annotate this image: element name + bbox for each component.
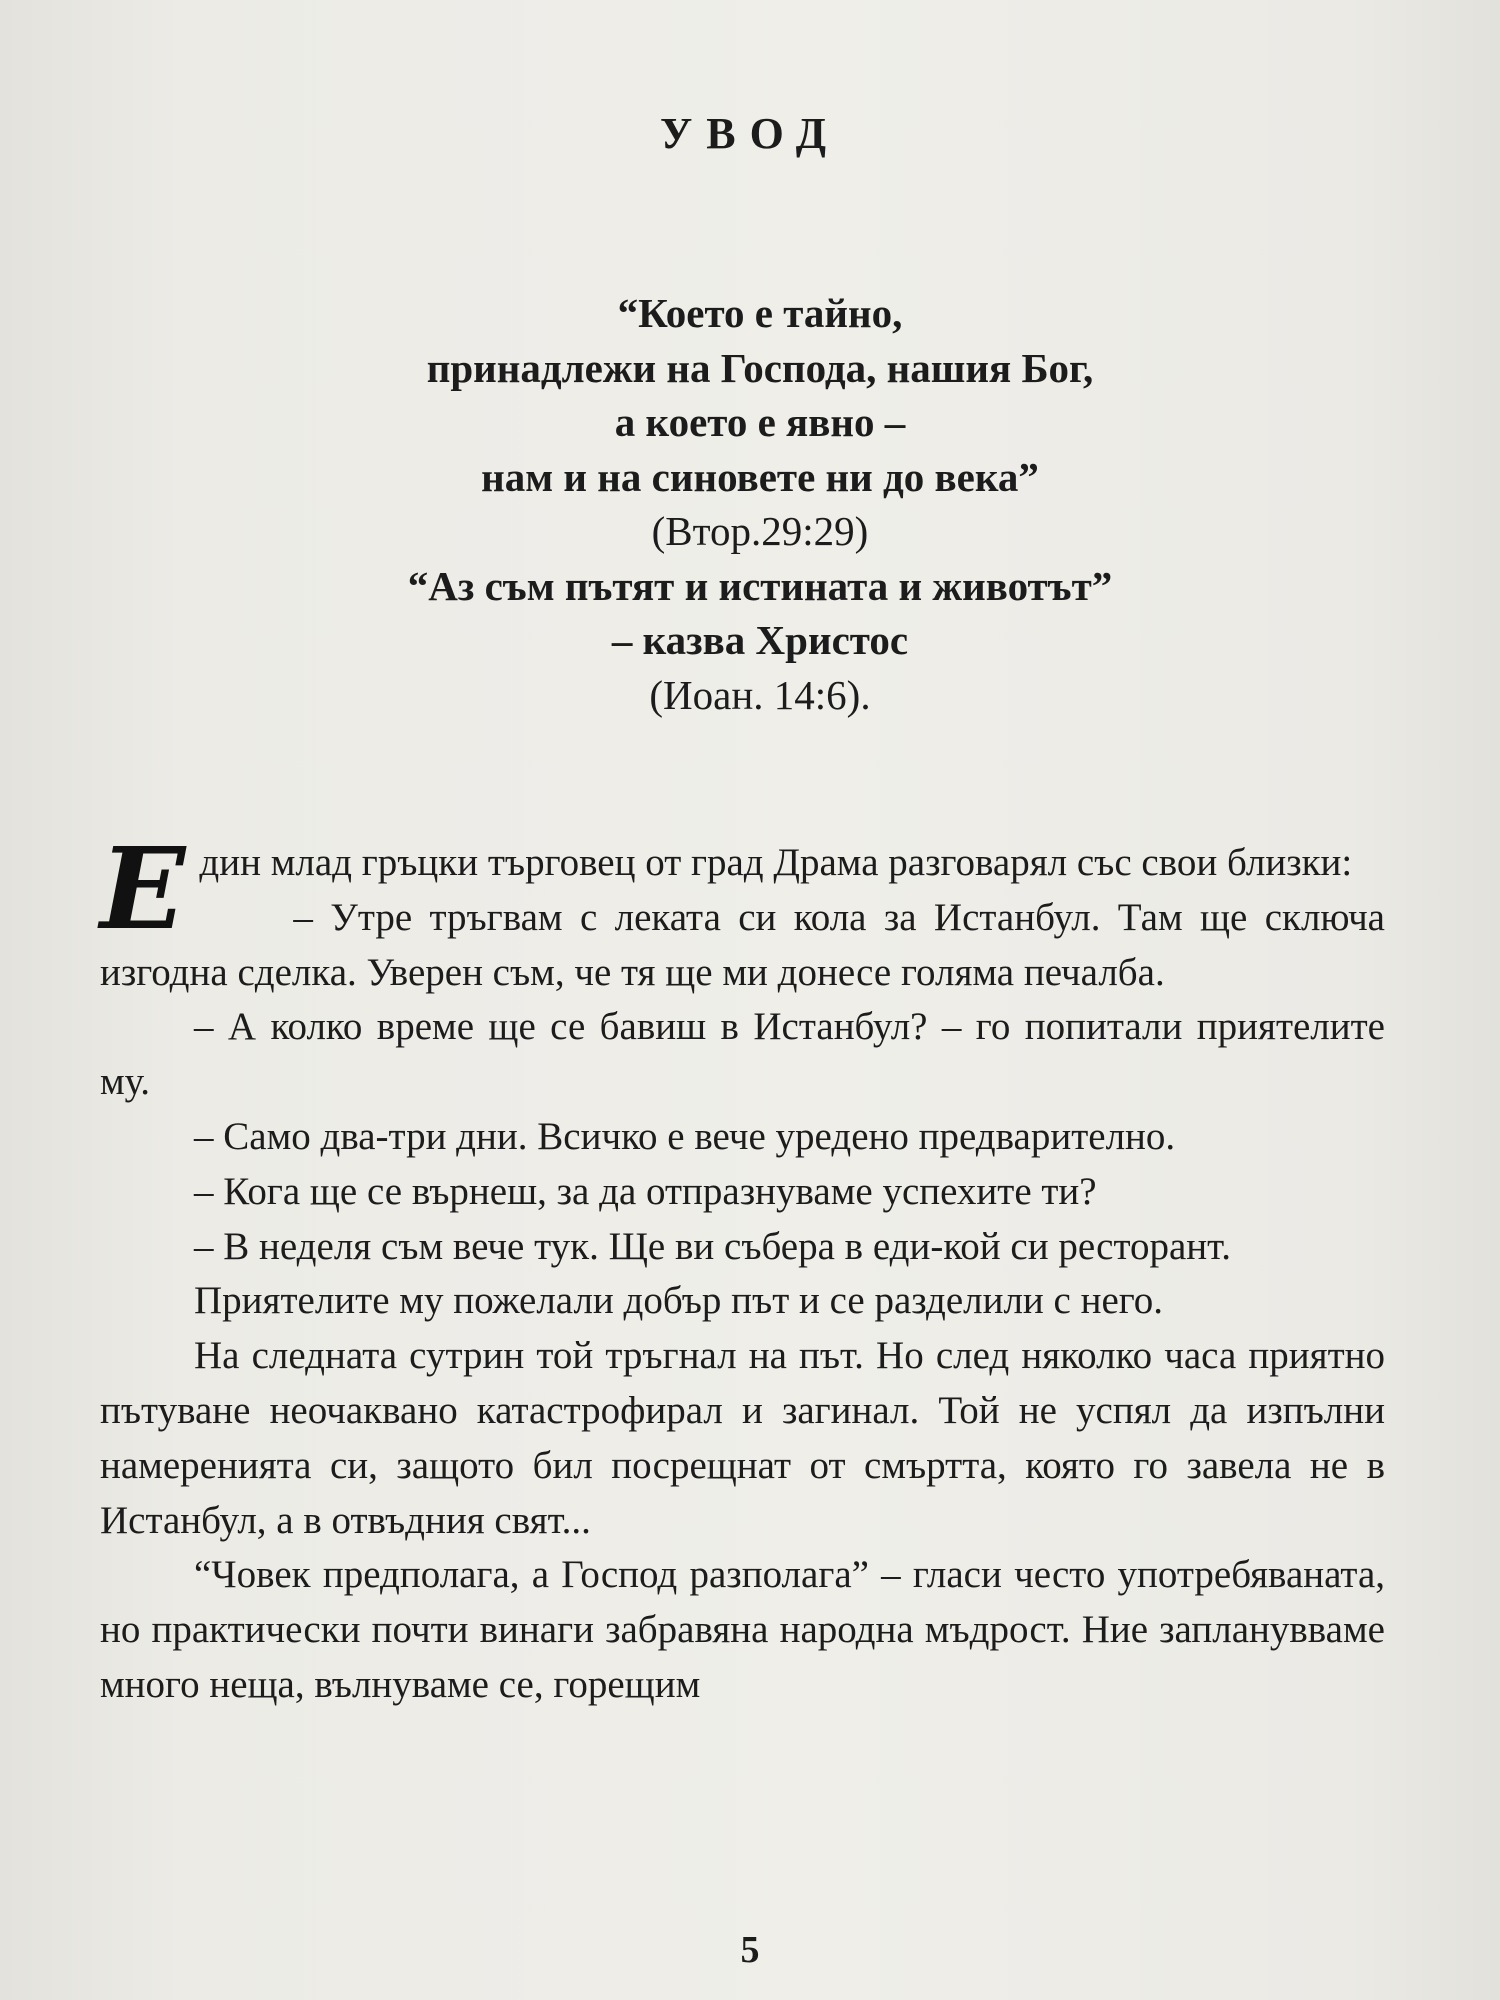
paragraph: – Само два-три дни. Всичко е вече уредено предварително. — [194, 1114, 1176, 1158]
epigraph-line: “Което е тайно, — [617, 290, 903, 336]
paragraph-text: дин млад гръцки търговец от град Драма разговарял със свои близки: — [199, 841, 1353, 884]
paragraph: – Кога ще се върнеш, за да отпразнуваме успехите ти? — [194, 1169, 1097, 1213]
body-text — [100, 824, 1385, 1713]
paragraph: На следната сутрин той тръгнал на път. Но след няколко часа приятно пътуване неочаквано катастрофирал и загинал. Той не успял да изпълни намеренията си, защото бил посрещнат от смъртта, която го завела не в Истанбул, а в отвъдния свят... — [100, 1334, 1385, 1542]
paragraph: – В неделя съм вече тук. Ще ви събера в еди-кой си ресторант. — [194, 1224, 1232, 1268]
paragraph: – Утре тръгвам с леката си кола за Истанбул. Там ще сключа изгодна сделка. Уверен съм, че тя ще ми донесе голяма печалба. — [100, 895, 1385, 994]
epigraph-line: нам и на синовете ни до века” — [481, 453, 1039, 500]
epigraph-reference: (Втор.29:29) — [651, 508, 869, 554]
epigraph-reference: (Иоан. 14:6). — [649, 671, 871, 718]
epigraph-attribution: – казва Христос — [611, 617, 909, 663]
paragraph: – А колко време ще се бавиш в Истанбул? – го попитали приятелите му. — [100, 1005, 1385, 1104]
epigraph-quote: “Аз съм пътят и истината и животът” — [407, 562, 1113, 609]
page-number: 5 — [740, 1929, 760, 1971]
epigraph-line: принадлежи на Господа, нашия Бог, — [426, 344, 1094, 391]
drop-cap: Е — [100, 824, 186, 955]
paragraph: Приятелите му пожелали добър път и се разделили с него. — [194, 1279, 1164, 1323]
paragraph: “Човек предполага, а Господ разполага” – гласи често употребяваната, но практически почти винаги забравяна народна мъдрост. Ние запланувваме много неща, вълнуваме се, горещим — [100, 1553, 1385, 1706]
epigraph-line: а което е явно – — [614, 399, 906, 445]
epigraph — [200, 286, 1320, 722]
chapter-title: УВОД — [660, 109, 840, 158]
